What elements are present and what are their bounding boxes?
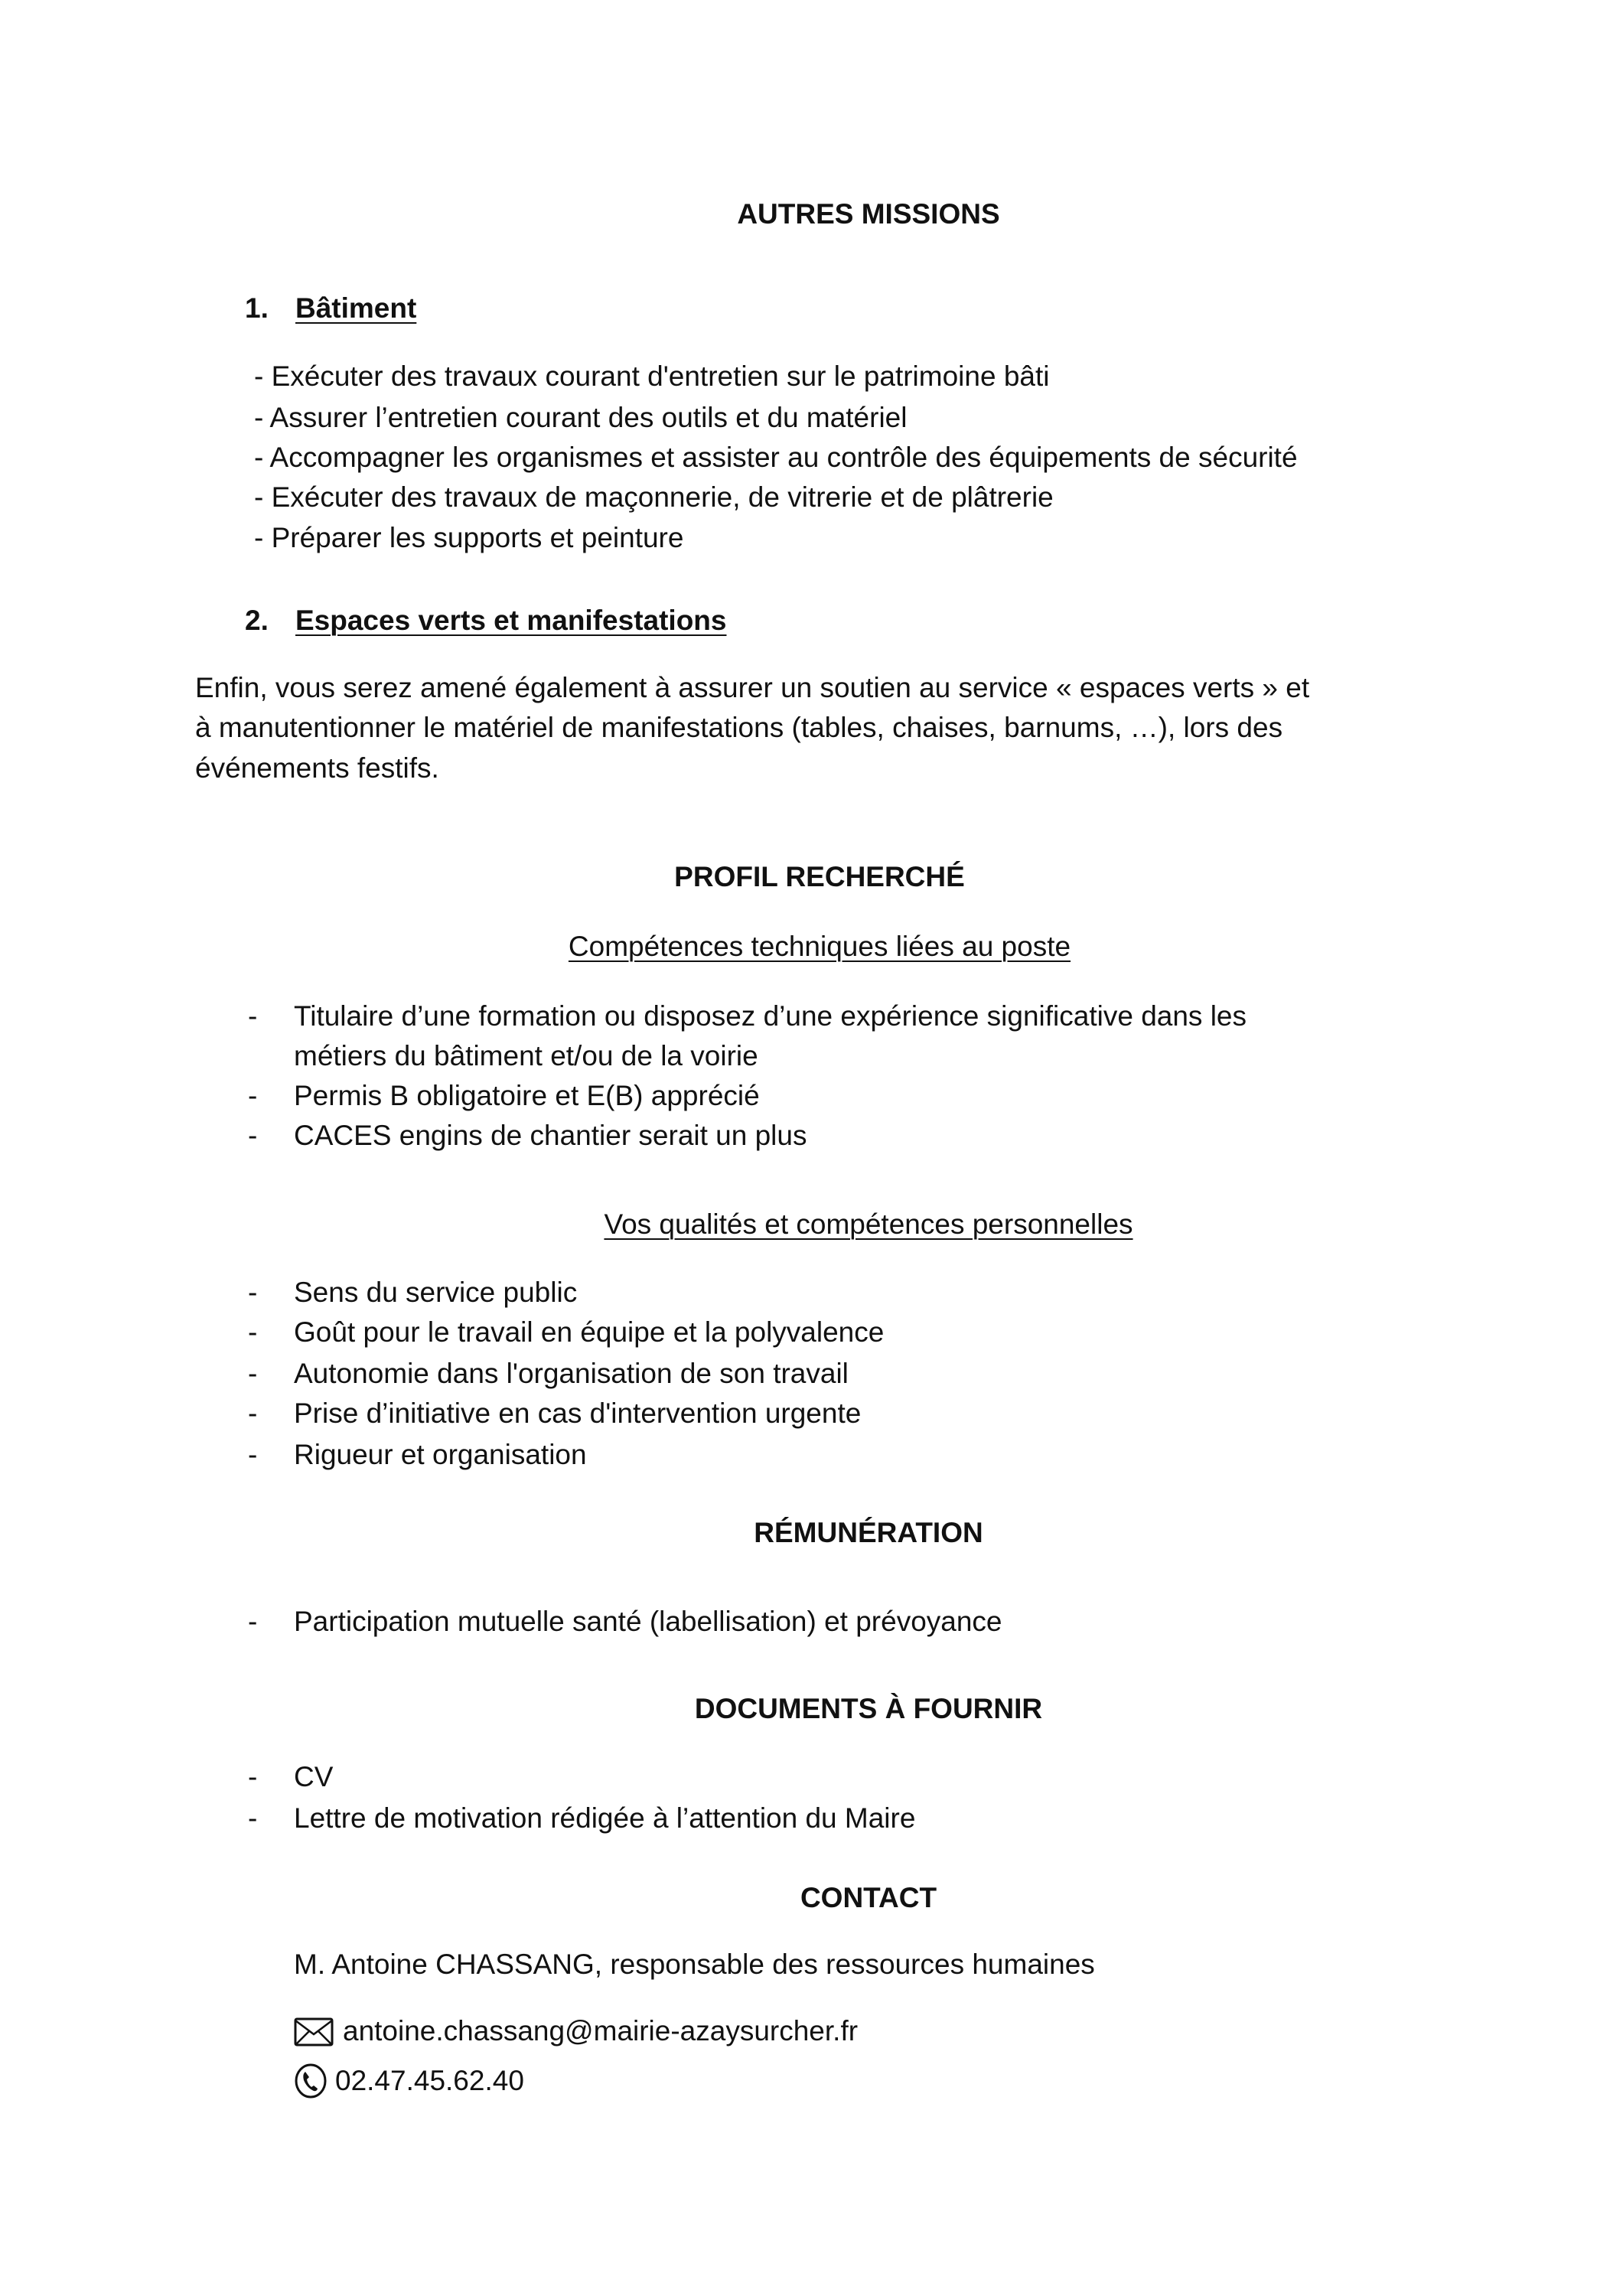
- section-number: 1.: [245, 292, 269, 324]
- dash: -: [248, 1802, 258, 1834]
- autres-missions-title: AUTRES MISSIONS: [737, 198, 1000, 230]
- qualites-subtitle: Vos qualités et compétences personnelles: [604, 1208, 1133, 1240]
- list-item: Permis B obligatoire et E(B) apprécié: [294, 1080, 760, 1111]
- list-item: CACES engins de chantier serait un plus: [294, 1120, 807, 1151]
- contact-title: CONTACT: [800, 1882, 937, 1913]
- dash: -: [248, 1080, 258, 1111]
- list-item: Autonomie dans l'organisation de son travail: [294, 1358, 849, 1389]
- documents-title: DOCUMENTS À FOURNIR: [694, 1693, 1043, 1724]
- list-item: métiers du bâtiment et/ou de la voirie: [294, 1040, 758, 1071]
- dash: -: [248, 1120, 258, 1151]
- dash: -: [248, 1358, 258, 1389]
- paragraph-line: à manutentionner le matériel de manifestations (tables, chaises, barnums, …), lors des: [195, 712, 1283, 743]
- profil-title: PROFIL RECHERCHÉ: [674, 861, 965, 892]
- paragraph-line: événements festifs.: [195, 752, 439, 784]
- list-item: Sens du service public: [294, 1277, 578, 1308]
- list-item: CV: [294, 1761, 334, 1792]
- remuneration-title: RÉMUNÉRATION: [754, 1517, 983, 1548]
- list-item: - Exécuter des travaux courant d'entretien sur le patrimoine bâti: [254, 360, 1050, 392]
- dash: -: [248, 1397, 258, 1429]
- contact-email[interactable]: antoine.chassang@mairie-azaysurcher.fr: [343, 2015, 859, 2047]
- contact-person: M. Antoine CHASSANG, responsable des ressources humaines: [294, 1949, 1095, 1980]
- list-item: Titulaire d’une formation ou disposez d’une expérience significative dans les: [294, 1000, 1247, 1032]
- envelope-icon: [294, 2017, 334, 2047]
- dash: -: [248, 1316, 258, 1348]
- phone-icon: [294, 2063, 328, 2099]
- list-item: - Préparer les supports et peinture: [254, 522, 684, 553]
- section-title-espaces-verts: Espaces verts et manifestations: [295, 605, 727, 636]
- section-title-batiment: Bâtiment: [295, 292, 417, 324]
- dash: -: [248, 1277, 258, 1308]
- technique-subtitle: Compétences techniques liées au poste: [568, 931, 1071, 962]
- list-item: Participation mutuelle santé (labellisation) et prévoyance: [294, 1606, 1002, 1637]
- list-item: Rigueur et organisation: [294, 1439, 587, 1470]
- list-item: Lettre de motivation rédigée à l’attention du Maire: [294, 1802, 916, 1834]
- list-item: Prise d’initiative en cas d'intervention urgente: [294, 1397, 862, 1429]
- list-item: - Accompagner les organismes et assister au contrôle des équipements de sécurité: [254, 442, 1298, 473]
- dash: -: [248, 1606, 258, 1637]
- paragraph-line: Enfin, vous serez amené également à assurer un soutien au service « espaces verts » et: [195, 672, 1310, 703]
- dash: -: [248, 1000, 258, 1032]
- list-item: Goût pour le travail en équipe et la polyvalence: [294, 1316, 885, 1348]
- list-item: - Assurer l’entretien courant des outils et du matériel: [254, 402, 908, 433]
- section-number: 2.: [245, 605, 269, 636]
- contact-phone[interactable]: 02.47.45.62.40: [335, 2065, 524, 2096]
- dash: -: [248, 1761, 258, 1792]
- list-item: - Exécuter des travaux de maçonnerie, de vitrerie et de plâtrerie: [254, 481, 1054, 513]
- dash: -: [248, 1439, 258, 1470]
